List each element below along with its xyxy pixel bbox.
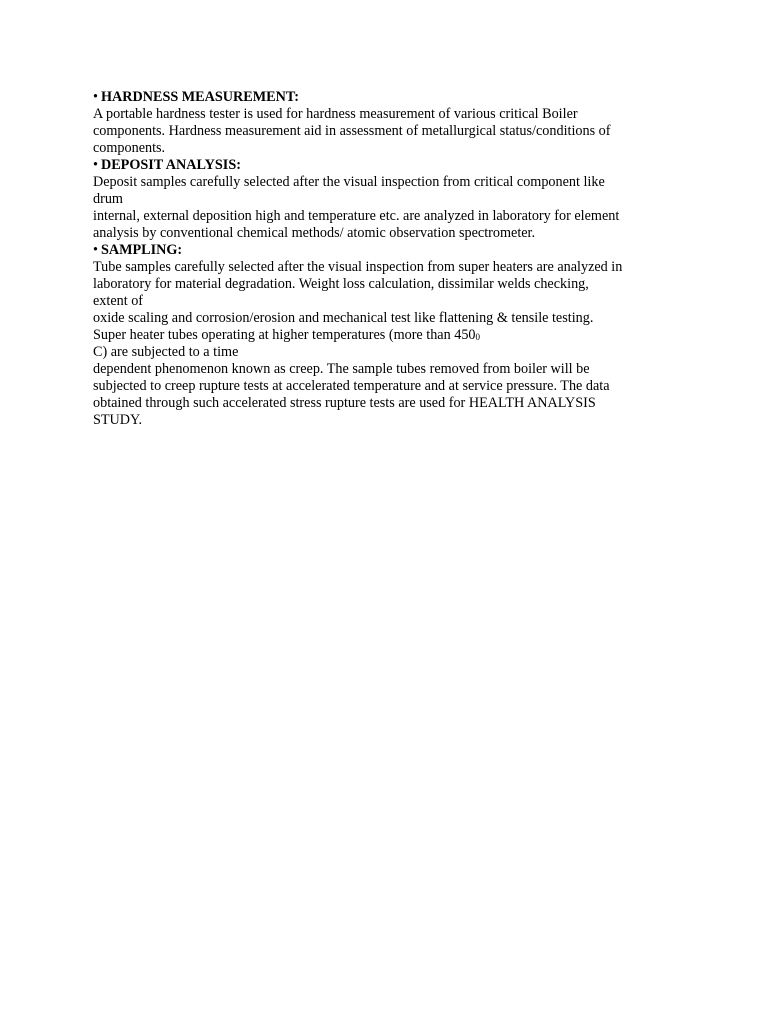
- body-line: oxide scaling and corrosion/erosion and mechanical test like flattening & tensile testing.: [93, 310, 594, 326]
- section-heading: [93, 157, 678, 174]
- bullet-icon: •: [93, 89, 98, 105]
- section-deposit-analysis: [93, 157, 678, 242]
- body-line: internal, external deposition high and temperature etc. are analyzed in laboratory for element: [93, 208, 620, 224]
- body-line: components.: [93, 140, 166, 156]
- section-heading: [93, 242, 678, 259]
- body-line: drum: [93, 191, 123, 207]
- section-sampling: [93, 242, 678, 429]
- body-line: subjected to creep rupture tests at accelerated temperature and at service pressure. The data: [93, 378, 610, 394]
- section-heading: [93, 89, 678, 106]
- body-line: Tube samples carefully selected after the visual inspection from super heaters are analyzed in: [93, 259, 623, 275]
- body-line: STUDY.: [93, 412, 143, 428]
- body-line: Deposit samples carefully selected after the visual inspection from critical component like: [93, 174, 605, 190]
- bullet-icon: •: [93, 157, 98, 173]
- body-line: analysis by conventional chemical methods/ atomic observation spectrometer.: [93, 225, 536, 241]
- heading-text: DEPOSIT ANALYSIS:: [100, 157, 241, 173]
- body-line-text: Super heater tubes operating at higher temperatures (more than 450: [93, 327, 476, 343]
- bullet-icon: •: [93, 242, 98, 258]
- heading-text: SAMPLING:: [100, 242, 183, 258]
- body-line: obtained through such accelerated stress rupture tests are used for HEALTH ANALYSIS: [93, 395, 596, 411]
- body-line: components. Hardness measurement aid in assessment of metallurgical status/conditions of: [93, 123, 611, 139]
- body-line: dependent phenomenon known as creep. The sample tubes removed from boiler will be: [93, 361, 590, 377]
- section-hardness-measurement: [93, 89, 678, 157]
- body-line: extent of: [93, 293, 144, 309]
- document-body: [93, 89, 678, 429]
- degree-marker: 0: [475, 332, 481, 342]
- body-line: A portable hardness tester is used for hardness measurement of various critical Boiler: [93, 106, 578, 122]
- body-line-with-degree: [93, 327, 678, 344]
- body-line: laboratory for material degradation. Weight loss calculation, dissimilar welds checking,: [93, 276, 589, 292]
- body-line: C) are subjected to a time: [93, 344, 239, 360]
- heading-text: HARDNESS MEASUREMENT:: [100, 89, 299, 105]
